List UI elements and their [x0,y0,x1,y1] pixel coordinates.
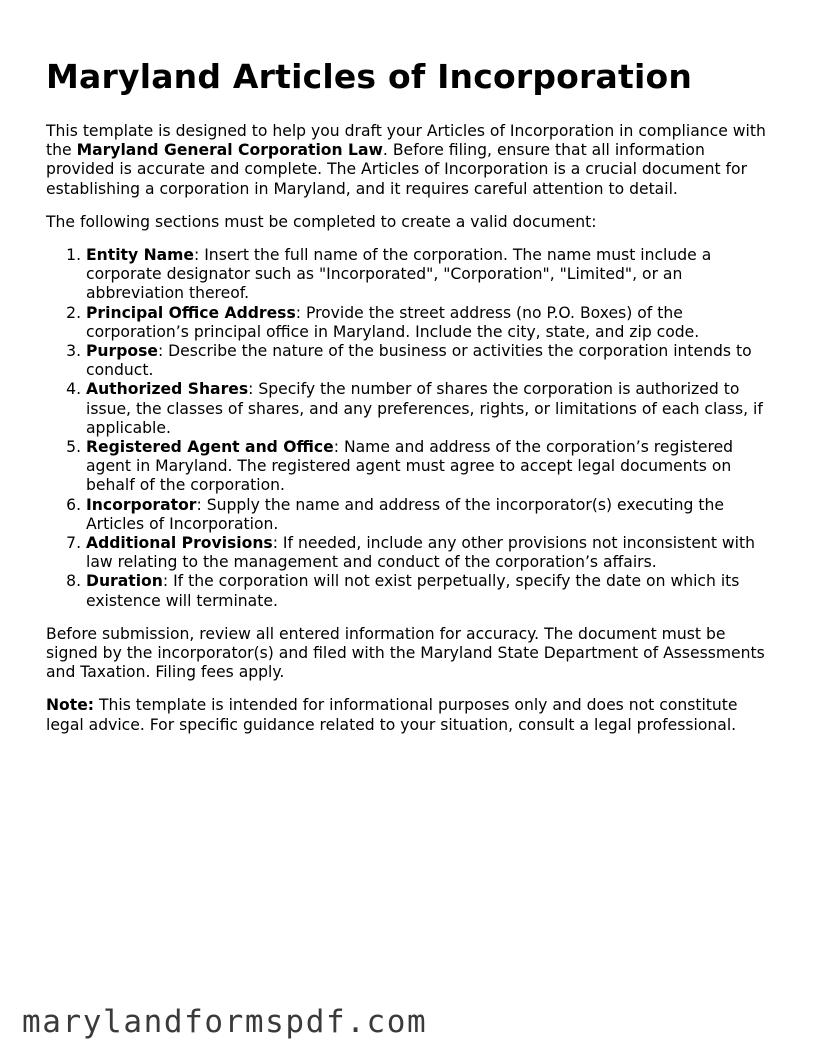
note-label: Note: [46,696,95,715]
section-term: Principal Office Address [86,303,296,322]
intro-text-start: This template is designed to help you draft your Articles of Incorporation in compliance with the [46,122,766,160]
section-term: Entity Name [86,246,194,265]
list-item [86,496,776,534]
section-text: : Name and address of the corporation’s registered agent in Maryland. The registered agent must agree to accept legal documents on behalf of the corporation. [86,438,734,495]
section-text: : If the corporation will not exist perpetually, specify the date on which its existence will terminate. [86,572,740,610]
sections-lead: The following sections must be completed to create a valid document: [46,212,597,231]
note-text: This template is intended for informational purposes only and does not constitute legal advice. For specific guidance related to your situation, consult a legal professional. [46,696,738,734]
section-term: Purpose [86,342,158,361]
section-text: : Insert the full name of the corporation. The name must include a corporate designator such as "Incorporated", "Corporation", "Limited", or an abbreviation thereof. [86,246,712,303]
section-term: Registered Agent and Office [86,438,334,457]
list-item [86,534,776,572]
list-item [86,246,776,304]
section-text: : If needed, include any other provisions not inconsistent with law relating to the management and conduct of the corporation’s affairs. [86,534,755,572]
document-page [46,55,776,749]
submission-paragraph: Before submission, review all entered information for accuracy. The document must be signed by the incorporator(s) and filed with the Maryland State Department of Assessments and Taxation. Filing fees apply. [46,624,765,682]
list-item [86,380,776,438]
intro-paragraph [46,122,776,199]
section-text: : Provide the street address (no P.O. Boxes) of the corporation’s principal office in Maryland. Include the city, state, and zip code. [86,303,700,341]
section-term: Additional Provisions [86,534,273,553]
page-title: Maryland Articles of Incorporation [46,57,693,96]
intro-text-end: . Before filing, ensure that all information provided is accurate and complete. The Articles of Incorporation is a crucial document for establishing a corporation in Maryland, and it requires careful attention to detail. [46,141,748,198]
section-term: Authorized Shares [86,380,249,399]
section-text: : Supply the name and address of the incorporator(s) executing the Articles of Incorporation. [86,495,724,533]
note-paragraph [46,696,776,734]
list-item [86,438,776,496]
watermark: marylandformspdf.com [22,1004,428,1040]
list-item [86,342,776,380]
section-term: Duration [86,572,163,591]
section-term: Incorporator [86,495,197,514]
sections-list [46,246,776,611]
list-item [86,572,776,610]
list-item [86,304,776,342]
section-text: : Describe the nature of the business or activities the corporation intends to conduct. [86,342,752,380]
section-text: : Specify the number of shares the corporation is authorized to issue, the classes of shares, and any preferences, rights, or limitations of each class, if applicable. [86,380,763,437]
intro-law-name: Maryland General Corporation Law [76,141,383,160]
